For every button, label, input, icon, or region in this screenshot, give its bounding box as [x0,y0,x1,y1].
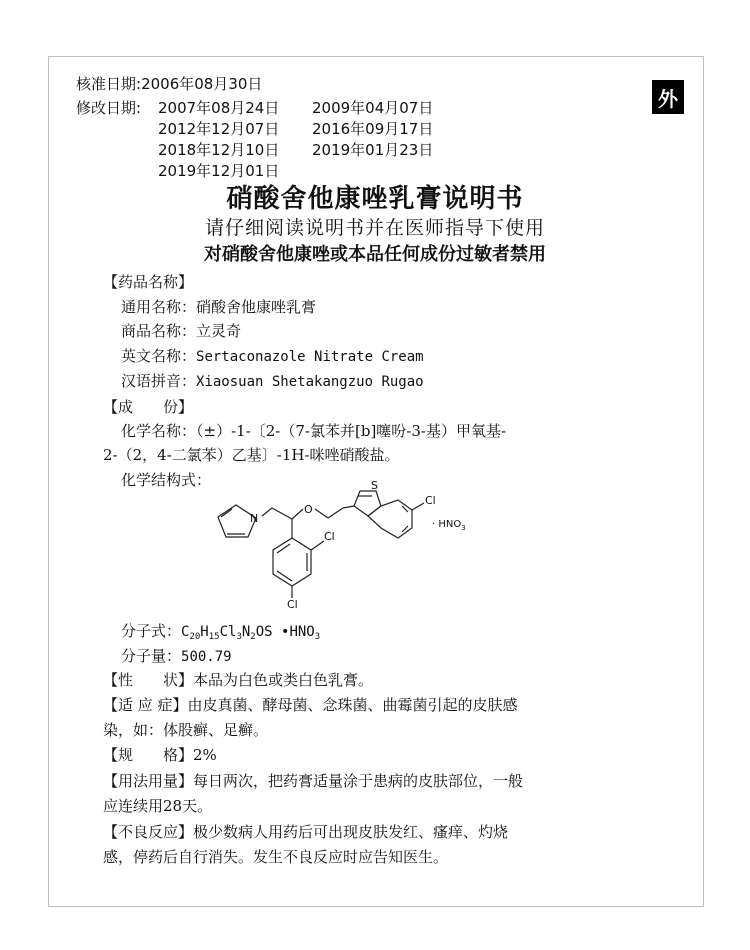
approval-label: 核准日期: [76,75,142,93]
approval-date-row [76,74,262,94]
usage-row [103,770,523,792]
trade-name: 立灵奇 [196,322,242,340]
generic-name: 硝酸舍他康唑乳膏 [196,298,317,316]
section-heading-properties: 【性 状】 [103,671,194,689]
revision-date: 2007年08月24日 [158,99,280,117]
molecular-formula: $C_{20}H_{15}Cl_3N_2OS$ $•HNO_3$ [181,624,321,642]
weight-label: 分子量： [121,647,182,665]
indications-text-line2: 染，如：体股癣、足癣。 [103,721,269,739]
section-heading-specification: 【规 格】 [103,746,194,764]
adverse-text-line1: 极少数病人用药后可出现皮肤发红、瘙痒、灼烧 [193,823,509,841]
generic-name-row [121,296,316,318]
adverse-text-line2: 感，停药后自行消失。发生不良反应时应告知医生。 [103,848,449,866]
revision-date: 2018年12月10日 [158,141,280,159]
chemical-name-row [121,420,506,442]
sulfur-atom: S [371,479,378,492]
chlorine-atom-para: Cl [287,598,298,611]
properties-row [103,669,373,691]
nitrate-salt-label: · $HNO_3$ [432,519,466,532]
oxygen-atom: O [304,503,313,516]
molecular-formula-row [121,620,320,648]
english-name-label: 英文名称： [121,347,197,365]
revision-date: 2019年01月23日 [312,141,434,159]
pinyin-name-label: 汉语拼音： [121,372,197,390]
indications-text-line1: 由皮真菌、酵母菌、念珠菌、曲霉菌引起的皮肤感 [187,696,518,714]
generic-name-label: 通用名称： [121,298,197,316]
indications-row [103,694,518,716]
section-heading-drug-name: 【药品名称】 [103,273,194,291]
pinyin-name: Xiaosuan Shetakangzuo Rugao [196,374,424,390]
nitrogen-atom: N [250,512,259,525]
specification-row [103,744,217,766]
revision-date: 2019年12月01日 [158,162,280,180]
pinyin-name-row [121,370,424,393]
external-use-badge: 外 [652,80,684,114]
structure-label: 化学结构式： [121,471,212,489]
trade-name-label: 商品名称： [121,322,197,340]
adverse-row [103,821,508,843]
chemical-name-line1: （±）-1-〔2-（7-氯苯并[b]噻吩-3-基）甲氧基- [196,422,507,440]
section-heading-adverse: 【不良反应】 [103,823,194,841]
chemical-name-line2: 2-（2，4-二氯苯）乙基〕-1H-咪唑硝酸盐。 [103,446,400,464]
usage-text-line2: 应连续用28天。 [103,797,213,815]
revision-date: 2009年04月07日 [312,99,434,117]
revision-date: 2016年09月17日 [312,120,434,138]
section-heading-composition: 【成 份】 [103,398,194,416]
document-title: 硝酸舍他康唑乳膏说明书 [226,184,524,214]
chemical-name-label: 化学名称： [121,422,197,440]
allergy-warning: 对硝酸舍他康唑或本品任何成份过敏者禁用 [204,244,546,265]
molecular-weight-row [121,645,232,668]
specification-text: 2% [193,746,217,764]
chlorine-atom-ring: Cl [324,530,335,543]
properties-text: 本品为白色或类白色乳膏。 [193,671,374,689]
molecular-weight: 500.79 [181,649,232,665]
revision-label: 修改日期: [76,99,142,117]
approval-date: 2006年08月30日 [141,75,263,93]
english-name: Sertaconazole Nitrate Cream [196,349,424,365]
formula-label: 分子式： [121,622,182,640]
chlorine-atom-benzothiophene: Cl [425,494,436,507]
revision-date: 2012年12月07日 [158,120,280,138]
reading-advice: 请仔细阅读说明书并在医师指导下使用 [204,217,545,239]
usage-text-line1: 每日两次，把药膏适量涂于患病的皮肤部位，一般 [193,772,524,790]
section-heading-usage: 【用法用量】 [103,772,194,790]
english-name-row [121,345,424,368]
section-heading-indications: 【适 应 症】 [103,696,188,714]
trade-name-row [121,320,241,342]
